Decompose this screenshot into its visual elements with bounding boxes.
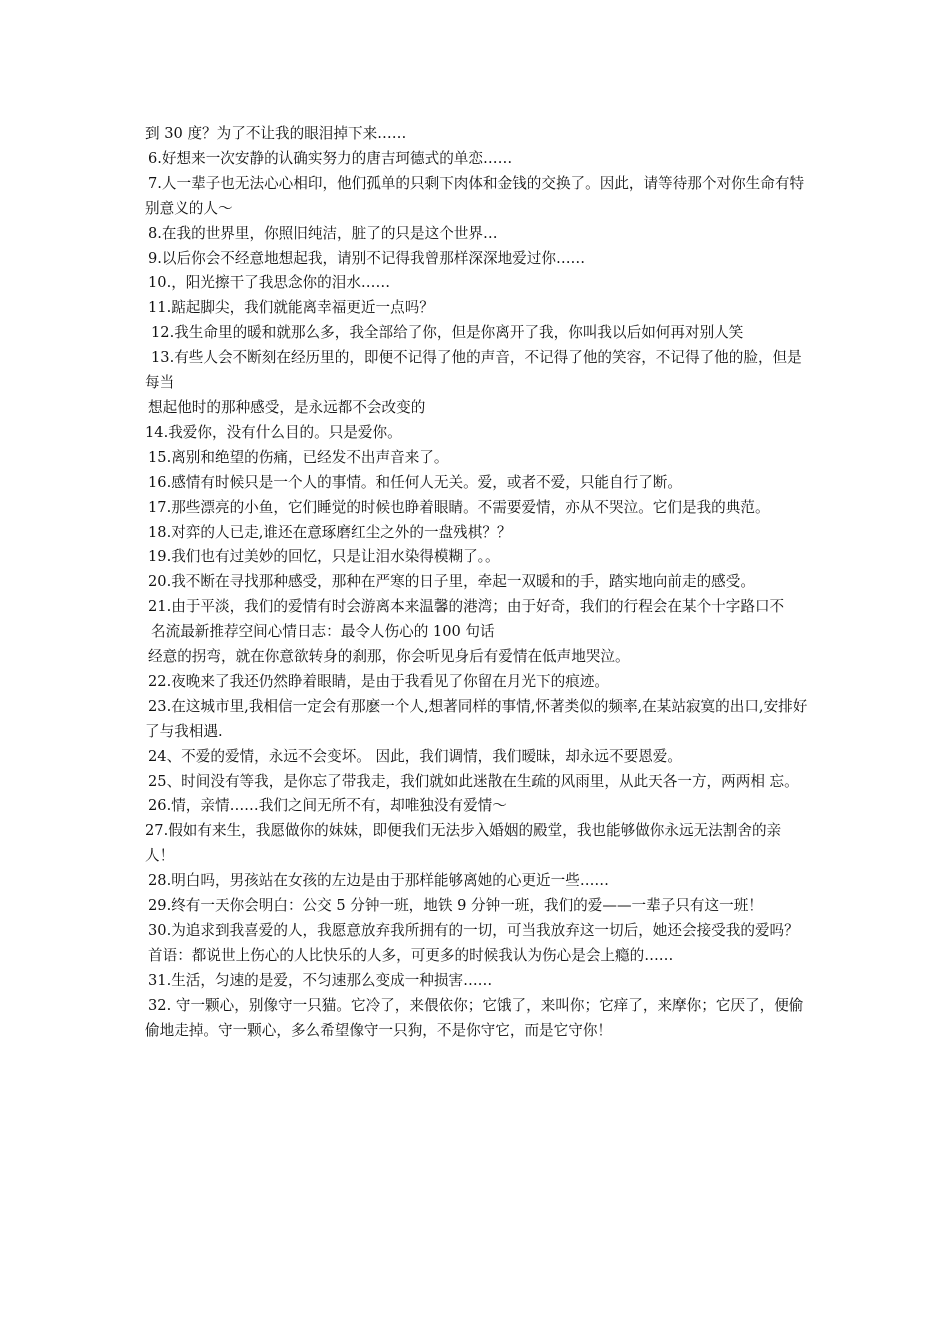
text-line-23: 24、不爱的爱情，永远不会变坏。 因此，我们调情，我们暧昧，却永远不要恩爱。 bbox=[148, 747, 682, 765]
text-line-13: 16.感情有时候只是一个人的事情。和任何人无关。爱，或者不爱，只能自行了断。 bbox=[148, 473, 682, 491]
text-line-17: 20.我不断在寻找那种感受，那种在严寒的日子里，牵起一双暖和的手，踏实地向前走的感受。 bbox=[148, 573, 755, 591]
text-line-5: 9.以后你会不经意地想起我，请别不记得我曾那样深深地爱过你…… bbox=[148, 249, 586, 267]
text-line-32: 32. 守一颗心，别像守一只猫。它冷了，来偎依你；它饿了，来叫你；它痒了，来摩你；它厌了，便偷偷地走掉。守一颗心，多么希望像守一只狗，不是你守它，而是它守你！ bbox=[145, 996, 804, 1039]
text-line-25: 26.情，亲情……我们之间无所不有，却唯独没有爱情～ bbox=[148, 797, 507, 815]
text-line-18: 21.由于平淡，我们的爱情有时会游离本来温馨的港湾；由于好奇，我们的行程会在某个十字路口不 bbox=[148, 598, 785, 616]
text-line-3: 7.人一辈子也无法心心相印，他们孤单的只剩下肉体和金钱的交换了。因此，请等待那个对你生命有特别意义的人～ bbox=[145, 174, 805, 217]
text-line-1: 到 30 度？为了不让我的眼泪掉下来…… bbox=[145, 125, 407, 142]
text-line-7: 11.踮起脚尖，我们就能离幸福更近一点吗？ bbox=[148, 299, 434, 317]
text-line-4: 8.在我的世界里，你照旧纯洁，脏了的只是这个世界… bbox=[148, 224, 498, 242]
text-line-12: 15.离别和绝望的伤痛，已经发不出声音来了。 bbox=[148, 448, 449, 466]
text-line-29: 30.为追求到我喜爱的人，我愿意放弃我所拥有的一切，可当我放弃这一切后，她还会接受我的爱吗？ bbox=[148, 922, 799, 939]
text-line-19: 名流最新推荐空间心情日志：最令人伤心的 100 句话 bbox=[151, 623, 495, 641]
text-line-27: 28.明白吗，男孩站在女孩的左边是由于那样能够离她的心更近一些…… bbox=[148, 872, 610, 890]
text-line-10: 想起他时的那种感受，是永远都不会改变的 bbox=[148, 398, 426, 416]
text-line-26: 27.假如有来生，我愿做你的妹妹，即便我们无法步入婚姻的殿堂，我也能够做你永远无法割舍的亲人！ bbox=[145, 822, 782, 865]
text-line-14: 17.那些漂亮的小鱼，它们睡觉的时候也睁着眼睛。不需要爱情，亦从不哭泣。它们是我的典范。 bbox=[148, 498, 770, 516]
text-line-20: 经意的拐弯，就在你意欲转身的刹那，你会听见身后有爱情在低声地哭泣。 bbox=[148, 648, 630, 666]
text-line-16: 19.我们也有过美妙的回忆，只是让泪水染得模糊了。。 bbox=[148, 548, 500, 566]
text-line-8: 12.我生命里的暖和就那么多，我全部给了你，但是你离开了我，你叫我以后如何再对别人笑 bbox=[151, 324, 744, 342]
text-line-6: 10.，阳光擦干了我思念你的泪水…… bbox=[148, 274, 391, 292]
text-line-21: 22.夜晚来了我还仍然睁着眼睛，是由于我看见了你留在月光下的痕迹。 bbox=[148, 672, 610, 690]
text-line-11: 14.我爱你，没有什么目的。只是爱你。 bbox=[145, 423, 402, 441]
text-line-31: 31.生活，匀速的是爱，不匀速那么变成一种损害…… bbox=[148, 971, 493, 989]
document-body bbox=[145, 122, 810, 1044]
text-line-9: 13.有些人会不断刻在经历里的，即便不记得了他的声音，不记得了他的笑容，不记得了他的脸，但是每当 bbox=[145, 349, 802, 392]
text-line-2: 6.好想来一次安静的认确实努力的唐吉珂德式的单恋…… bbox=[148, 149, 513, 167]
text-line-30: 首语：都说世上伤心的人比快乐的人多，可更多的时候我认为伤心是会上瘾的…… bbox=[148, 946, 674, 964]
text-line-15: 18.对弈的人已走,谁还在意琢磨红尘之外的一盘残棋？？ bbox=[148, 523, 512, 541]
text-line-22: 23.在这城市里,我相信一定会有那麽一个人,想著同样的事情,怀著类似的频率,在某站寂寞的出口,安排好了与我相遇. bbox=[145, 697, 808, 740]
text-line-28: 29.终有一天你会明白：公交 5 分钟一班，地铁 9 分钟一班，我们的爱——一辈子只有这一班！ bbox=[148, 897, 763, 915]
text-line-24: 25、时间没有等我，是你忘了带我走，我们就如此迷散在生疏的风雨里，从此天各一方，两两相 忘。 bbox=[148, 772, 799, 790]
